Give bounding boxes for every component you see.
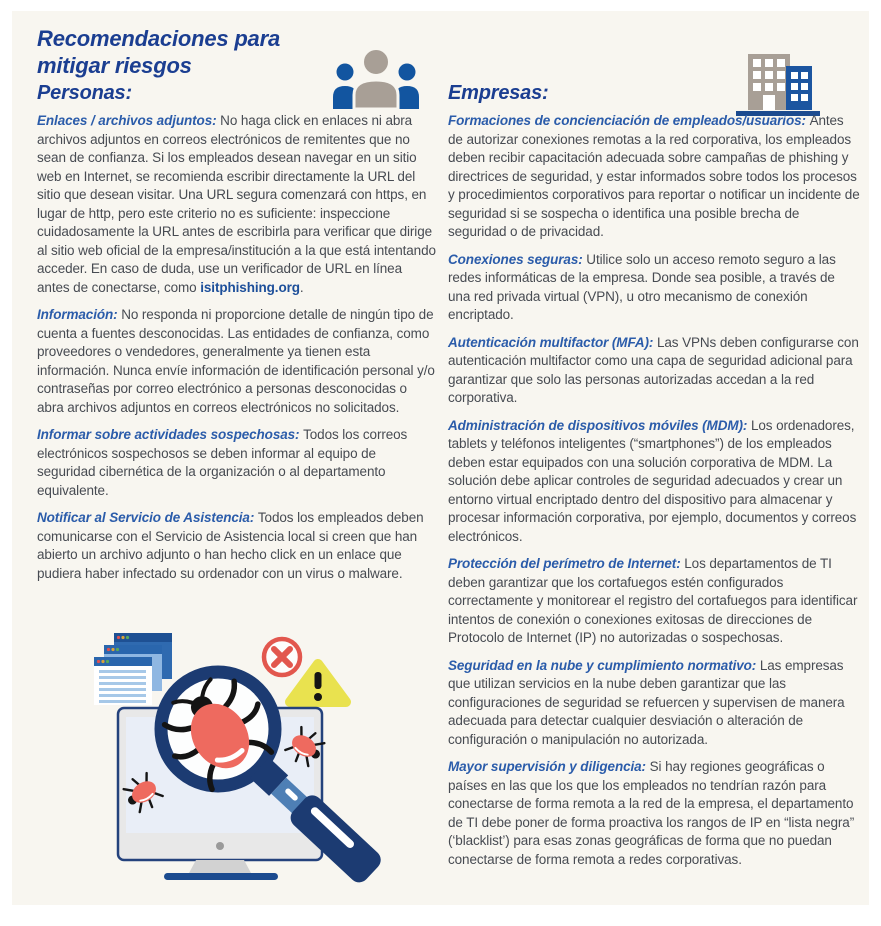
warning-triangle-icon (290, 664, 346, 702)
recommendation-paragraph: Administración de dispositivos móviles (MDM): Los ordenadores, tablets y teléfonos inteligentes (“smartphones”) de los empleados deben estar equipados con una solución corporativa de MDM. La solución debe aplicar controles de seguridad adecuados y crear un entorno virtual encriptado dentro del dispositivo para almacenar y procesar información corporativa, por ejemplo, documentos y correos electrónicos. (448, 417, 857, 544)
recommendation-paragraph: Informar sobre actividades sospechosas: Todos los correos electrónicos sospechosos se deben informar al equipo de seguridad cibernética de la organización o al departamento equivalente. (37, 427, 408, 498)
paragraph-lead: Información: (37, 307, 122, 322)
recommendation-paragraph: Enlaces / archivos adjuntos: No haga click en enlaces ni abra archivos adjuntos en correos electrónicos de remitentes que no sean de confianza. Si los empleados desean navegar en un sitio web en Internet, se recomienda escribir directamente la URL del sitio que desean visitar. Una URL segura comenzará con https, en lugar de http, pero este criterio no es suficiente: inspeccione cuidadosamente la URL antes de escribirla para verificar que dirige al sitio web oficial de la empresa/institución a la que está intentando acceder. En caso de duda, use un verificador de URL en línea antes de conectarse, como isitphishing.org. (37, 113, 436, 295)
page-background (12, 11, 869, 905)
empresas-heading: Empresas: (448, 82, 549, 104)
page-title (37, 25, 377, 79)
paragraph-lead: Seguridad en la nube y cumplimiento normativo: (448, 657, 760, 673)
paragraph-lead: Conexiones seguras: (448, 251, 587, 267)
blocked-x-icon (264, 639, 300, 675)
paragraph-lead: Administración de dispositivos móviles (MDM): (448, 417, 751, 433)
recommendation-paragraph: Autenticación multifactor (MFA): Las VPNs deben configurarse con autenticación multifactor como una capa de seguridad adicional para garantizar que solo las personas autorizadas accedan a la red corporativa. (448, 334, 859, 405)
browser-windows-icon (94, 633, 172, 705)
recommendation-paragraph: Seguridad en la nube y cumplimiento normativo: Las empresas que utilizan servicios en la nube deben garantizar que las configuraciones de seguridad se refuercen y supervisen de manera adecuada para detectar cualquier desviación o alteración de configuración o manipulación no autorizada. (448, 657, 845, 747)
paragraph-lead: Mayor supervisión y diligencia: (448, 759, 650, 774)
malware-scan-illustration (80, 620, 400, 920)
recommendation-paragraph: Conexiones seguras: Utilice solo un acceso remoto seguro a las redes informáticas de la empresa. Donde sea posible, a través de una red privada virtual (VPN), u otro mecanismo de conexión encriptado. (448, 251, 836, 322)
recommendation-paragraph: Información: No responda ni proporcione detalle de ningún tipo de cuenta a fuentes desconocidas. Las entidades de confianza, como proveedores o vendedores, generalmente ya tienen esta información. Nunca envíe información de identificación personal y/o contraseñas por correo electrónico a personas desconocidas o abra archivos adjuntos en correos electrónicos no solicitados. (37, 307, 435, 415)
personas-heading: Personas: (37, 82, 132, 104)
recommendation-paragraph: Mayor supervisión y diligencia: Si hay regiones geográficas o países en las que los que los empleados no tendrían razón para conectarse de forma remota a la red de la empresa, el departamento de TI debe poner de forma proactiva los rangos de IP en “lista negra” (‘blacklist’) para esas zonas geográficas de forma que no puedan conectarse de forma remota a redes corporativas. (448, 759, 855, 867)
recommendation-paragraph: Notificar al Servicio de Asistencia: Todos los empleados deben comunicarse con el Servicio de Asistencia local si creen que han abierto un archivo adjunto o han hecho click en un enlace que pudiera haber infectado su ordenador con un virus o malware. (37, 510, 424, 581)
page-title-line-1: Recomendaciones para (37, 26, 280, 51)
recommendation-paragraph: Protección del perímetro de Internet: Los departamentos de TI deben garantizar que los cortafuegos estén configurados correctamente y monitorear el registro del cortafuegos para identificar intentos de conexión o conexiones exitosas de direcciones de Protocolo de Internet (IP) no autorizadas o sospechosas. (448, 556, 858, 645)
paragraph-lead: Enlaces / archivos adjuntos: (37, 113, 221, 128)
paragraph-lead: Formaciones de concienciación de empleados/usuarios: (448, 113, 810, 128)
paragraph-lead: Informar sobre actividades sospechosas: (37, 427, 304, 442)
paragraph-lead: Notificar al Servicio de Asistencia: (37, 510, 258, 525)
page-title-line-2: mitigar riesgos (37, 53, 192, 78)
people-icon (330, 47, 422, 109)
highlighted-domain: isitphishing.org (200, 279, 300, 295)
recommendation-paragraph: Formaciones de concienciación de empleados/usuarios: Antes de autorizar conexiones remotas a la red corporativa, los empleados deben recibir capacitación adecuada sobre campañas de phishing y directrices de seguridad, y estar informados sobre todos los procesos y procedimientos corporativos para reportar o notificar un incidente de seguridad si se sospecha o identifica una posible brecha de seguridad o de privacidad. (448, 113, 860, 239)
paragraph-lead: Autenticación multifactor (MFA): (448, 334, 657, 350)
buildings-icon (736, 51, 846, 119)
paragraph-lead: Protección del perímetro de Internet: (448, 556, 685, 571)
personas-paragraphs (37, 112, 437, 592)
empresas-paragraphs (448, 112, 860, 878)
